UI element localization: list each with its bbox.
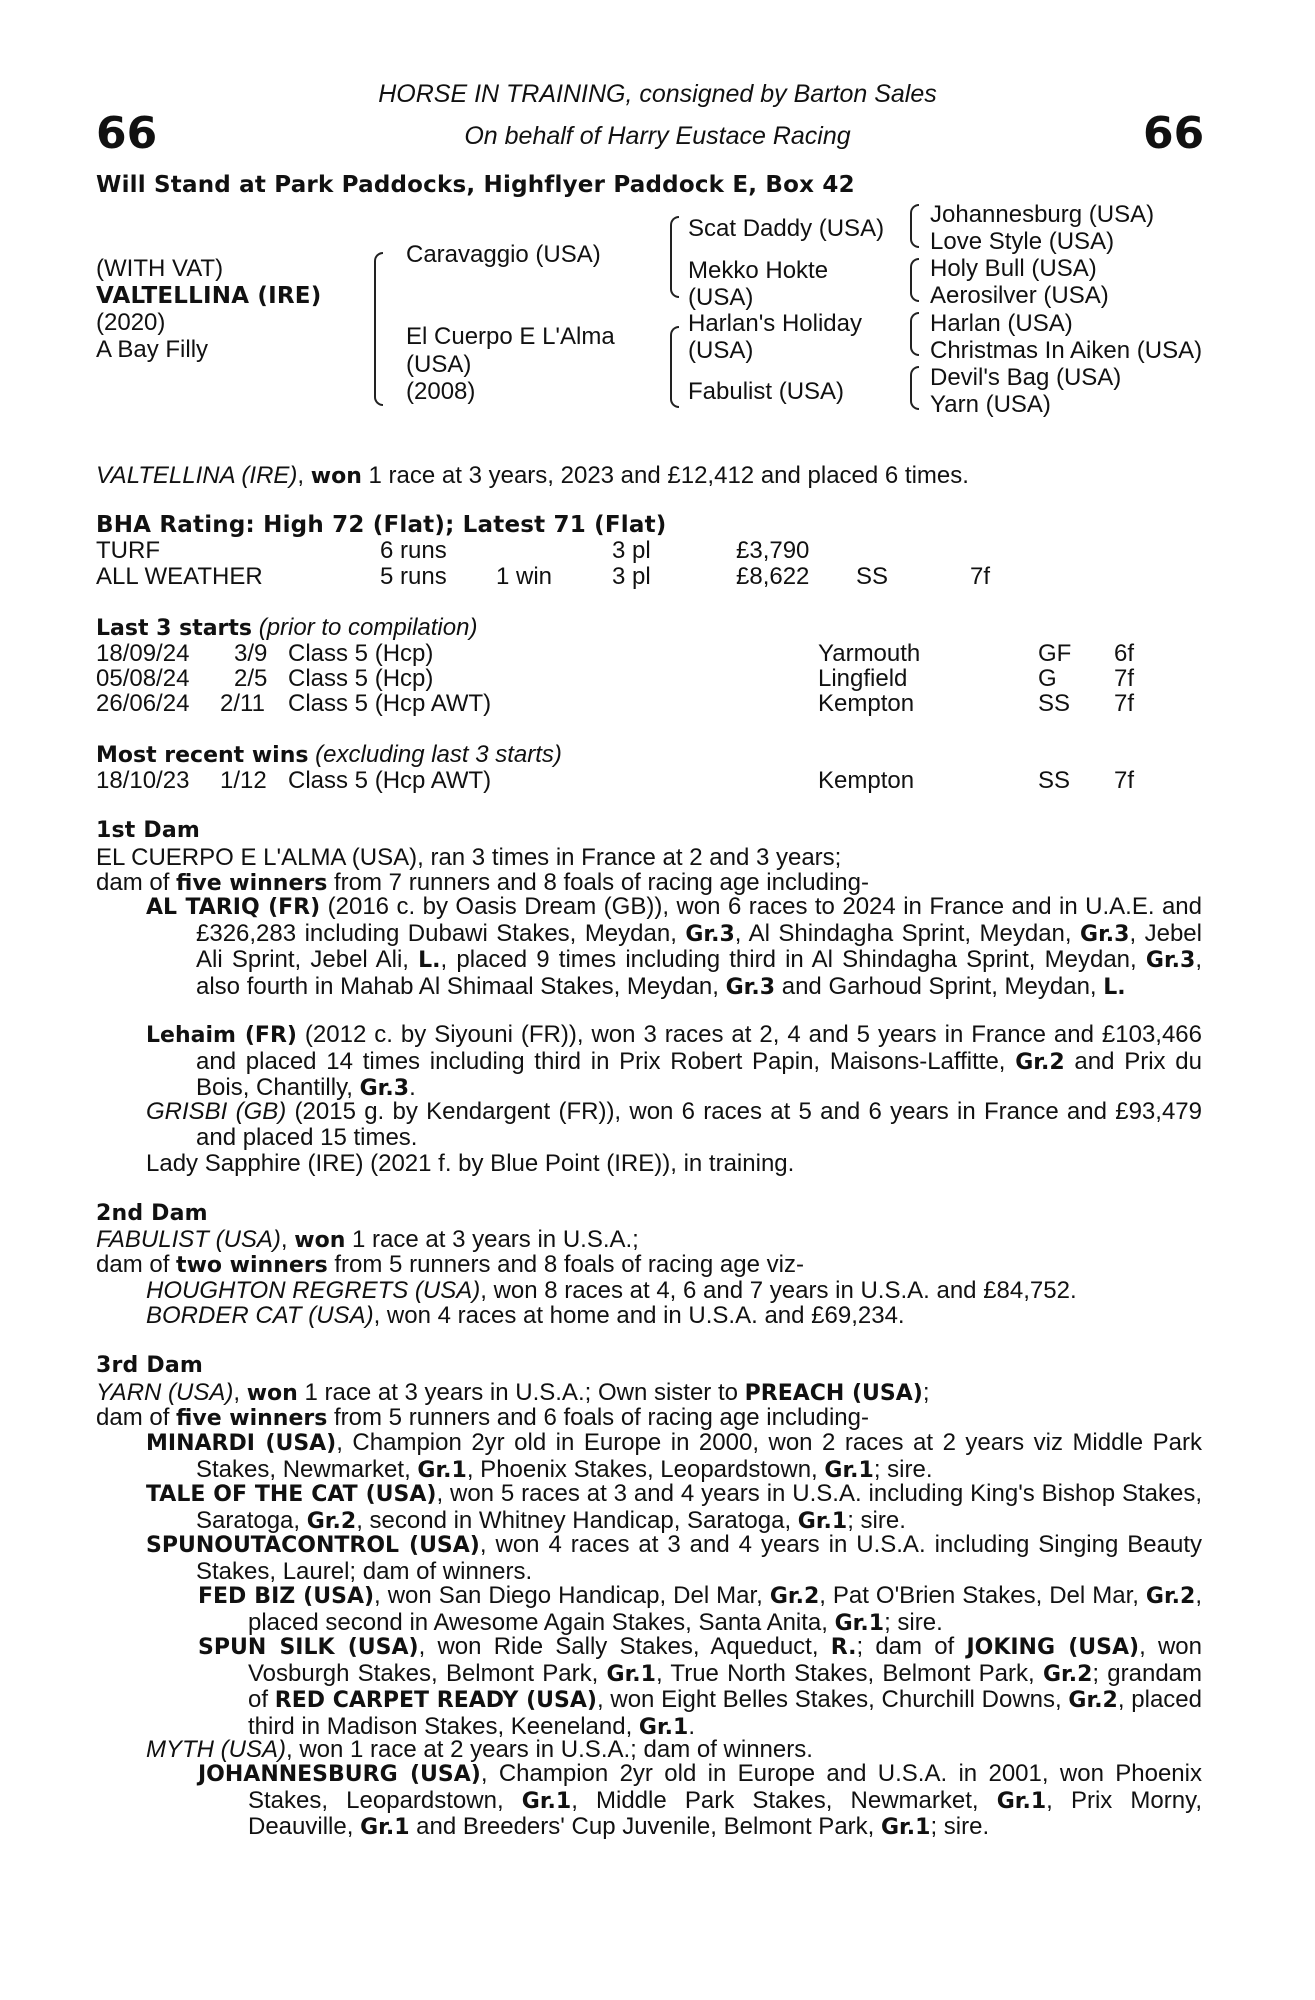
pedigree-brace-g3-4 <box>910 366 919 410</box>
lot-number-left: 66 <box>96 108 158 159</box>
progeny-grisbi: GRISBI (GB) (2015 g. by Kendargent (FR)), won 6 races at 5 and 6 years in France and £93,479 and placed 15 times. <box>146 1098 1202 1151</box>
pedigree-g3-1: Johannesburg (USA) <box>930 201 1155 228</box>
horse-description: A Bay Filly <box>96 336 209 363</box>
start-row: 05/08/24 2/5 Class 5 (Hcp) Lingfield G 7f <box>96 665 1135 692</box>
progeny-minardi: MINARDI (USA), Champion 2yr old in Europe in 2000, won 2 races at 2 years viz Middle Park Stakes, Newmarket, Gr.1, Phoenix Stakes, Leopardstown, Gr.1; sire. <box>146 1429 1202 1483</box>
second-dam-title: 2nd Dam <box>96 1201 208 1226</box>
progeny-spun-silk: SPUN SILK (USA), won Ride Sally Stakes, Aqueduct, R.; dam of JOKING (USA), won Vosburgh Stakes, Belmont Park, Gr.1, True North Stakes, Belmont Park, Gr.2; grandam of RED CARPET READY (USA), won Eight Belles Stakes, Churchill Downs, Gr.2, placed third in Madison Stakes, Keeneland, Gr.1. <box>198 1633 1203 1740</box>
pedigree-dam-line2: (USA) <box>406 351 472 378</box>
first-dam-line1: EL CUERPO E L'ALMA (USA), ran 3 times in France at 2 and 3 years; <box>96 844 842 871</box>
rating-row-turf: TURF 6 runs 3 pl £3,790 <box>96 537 810 564</box>
stand-location: Will Stand at Park Paddocks, Highflyer Paddock E, Box 42 <box>96 172 855 198</box>
pedigree-sire-dam-line1: Mekko Hokte <box>688 257 829 284</box>
vat-note: (WITH VAT) <box>96 255 224 282</box>
pedigree-dam-sire-line1: Harlan's Holiday <box>688 310 862 337</box>
win-row: 18/10/23 1/12 Class 5 (Hcp AWT) Kempton SS 7f <box>96 767 1135 794</box>
pedigree-g3-5: Harlan (USA) <box>930 310 1073 337</box>
third-dam-title: 3rd Dam <box>96 1353 203 1378</box>
bha-rating-title: BHA Rating: High 72 (Flat); Latest 71 (Flat) <box>96 512 667 538</box>
pedigree-brace-gen1 <box>374 252 383 406</box>
progeny-lehaim: Lehaim (FR) (2012 c. by Siyouni (FR)), won 3 races at 2, 4 and 5 years in France and £103,466 and placed 14 times including third in Prix Robert Papin, Maisons-Laffitte, Gr.2 and Prix du Bois, Chantilly, Gr.3. <box>146 1021 1203 1102</box>
second-dam-line2: dam of two winners from 5 runners and 8 foals of racing age viz- <box>96 1251 804 1278</box>
pedigree-brace-sire-side <box>670 216 679 298</box>
consignment-line: HORSE IN TRAINING, consigned by Barton Sales <box>378 80 937 108</box>
pedigree-g3-7: Devil's Bag (USA) <box>930 364 1122 391</box>
first-dam-title: 1st Dam <box>96 818 201 843</box>
start-row: 26/06/24 2/11 Class 5 (Hcp AWT) Kempton SS 7f <box>96 690 1135 717</box>
pedigree-g3-6: Christmas In Aiken (USA) <box>930 337 1203 364</box>
pedigree-g3-3: Holy Bull (USA) <box>930 255 1097 282</box>
horse-name: VALTELLINA (IRE) <box>96 283 322 309</box>
horse-year: (2020) <box>96 309 166 336</box>
second-dam-line1: FABULIST (USA), won 1 race at 3 years in U.S.A.; <box>96 1226 639 1253</box>
progeny-spunoutacontrol: SPUNOUTACONTROL (USA), won 4 races at 3 and 4 years in U.S.A. including Singing Beauty Stakes, Laurel; dam of winners. <box>146 1531 1202 1585</box>
progeny-tale-of-the-cat: TALE OF THE CAT (USA), won 5 races at 3 and 4 years in U.S.A. including King's Bishop Stakes, Saratoga, Gr.2, second in Whitney Handicap, Saratoga, Gr.1; sire. <box>146 1480 1202 1534</box>
pedigree-brace-dam-side <box>670 326 679 408</box>
pedigree-dam-dam: Fabulist (USA) <box>688 378 845 405</box>
third-dam-line1: YARN (USA), won 1 race at 3 years in U.S.A.; Own sister to PREACH (USA); <box>96 1379 930 1406</box>
last-starts-title: Last 3 starts (prior to compilation) <box>96 614 478 641</box>
progeny-lady-sapphire: Lady Sapphire (IRE) (2021 f. by Blue Point (IRE)), in training. <box>146 1150 795 1177</box>
progeny-houghton-regrets: HOUGHTON REGRETS (USA), won 8 races at 4, 6 and 7 years in U.S.A. and £84,752. <box>146 1277 1077 1304</box>
pedigree-g3-8: Yarn (USA) <box>930 391 1051 418</box>
progeny-border-cat: BORDER CAT (USA), won 4 races at home and in U.S.A. and £69,234. <box>146 1302 905 1329</box>
progeny-johannesburg: JOHANNESBURG (USA), Champion 2yr old in Europe and U.S.A. in 2001, won Phoenix Stakes, Leopardstown, Gr.1, Middle Park Stakes, Newmarket, Gr.1, Prix Morny, Deauville, Gr.1 and Breeders' Cup Juvenile, Belmont Park, Gr.1; sire. <box>198 1760 1202 1841</box>
pedigree-brace-g3-3 <box>910 312 919 356</box>
start-row: 18/09/24 3/9 Class 5 (Hcp) Yarmouth GF 6f <box>96 640 1135 667</box>
third-dam-line2: dam of five winners from 5 runners and 6 foals of racing age including- <box>96 1404 869 1431</box>
pedigree-sire-dam-line2: (USA) <box>688 284 754 311</box>
pedigree-sire-sire: Scat Daddy (USA) <box>688 215 885 242</box>
pedigree-dam-line1: El Cuerpo E L'Alma <box>406 323 615 350</box>
pedigree-dam-line3: (2008) <box>406 378 476 405</box>
recent-wins-title: Most recent wins (excluding last 3 starts) <box>96 741 562 768</box>
rating-row-aw: ALL WEATHER 5 runs 1 win 3 pl £8,622 SS 7f <box>96 563 991 590</box>
pedigree-g3-2: Love Style (USA) <box>930 228 1115 255</box>
progeny-myth: MYTH (USA), won 1 race at 2 years in U.S.A.; dam of winners. <box>146 1736 813 1763</box>
pedigree-sire: Caravaggio (USA) <box>406 241 601 268</box>
first-dam-line2: dam of five winners from 7 runners and 8 foals of racing age including- <box>96 869 869 896</box>
pedigree-dam-sire-line2: (USA) <box>688 337 754 364</box>
pedigree-g3-4: Aerosilver (USA) <box>930 282 1109 309</box>
progeny-al-tariq: AL TARIQ (FR) (2016 c. by Oasis Dream (GB)), won 6 races to 2024 in France and in U.A.E. and £326,283 including Dubawi Stakes, Meydan, Gr.3, Al Shindagha Sprint, Meydan, Gr.3, Jebel Ali Sprint, Jebel Ali, L., placed 9 times including third in Al Shindagha Sprint, Meydan, Gr.3, also fourth in Mahab Al Shimaal Stakes, Meydan, Gr.3 and Garhoud Sprint, Meydan, L. <box>146 893 1202 1000</box>
race-summary: VALTELLINA (IRE), won 1 race at 3 years, 2023 and £12,412 and placed 6 times. <box>96 462 969 489</box>
pedigree-brace-g3-1 <box>910 204 919 248</box>
on-behalf-line: On behalf of Harry Eustace Racing <box>464 122 851 150</box>
lot-number-right: 66 <box>1143 108 1205 159</box>
pedigree-brace-g3-2 <box>910 258 919 302</box>
progeny-fed-biz: FED BIZ (USA), won San Diego Handicap, Del Mar, Gr.2, Pat O'Brien Stakes, Del Mar, Gr.2, placed second in Awesome Again Stakes, Santa Anita, Gr.1; sire. <box>198 1582 1203 1636</box>
